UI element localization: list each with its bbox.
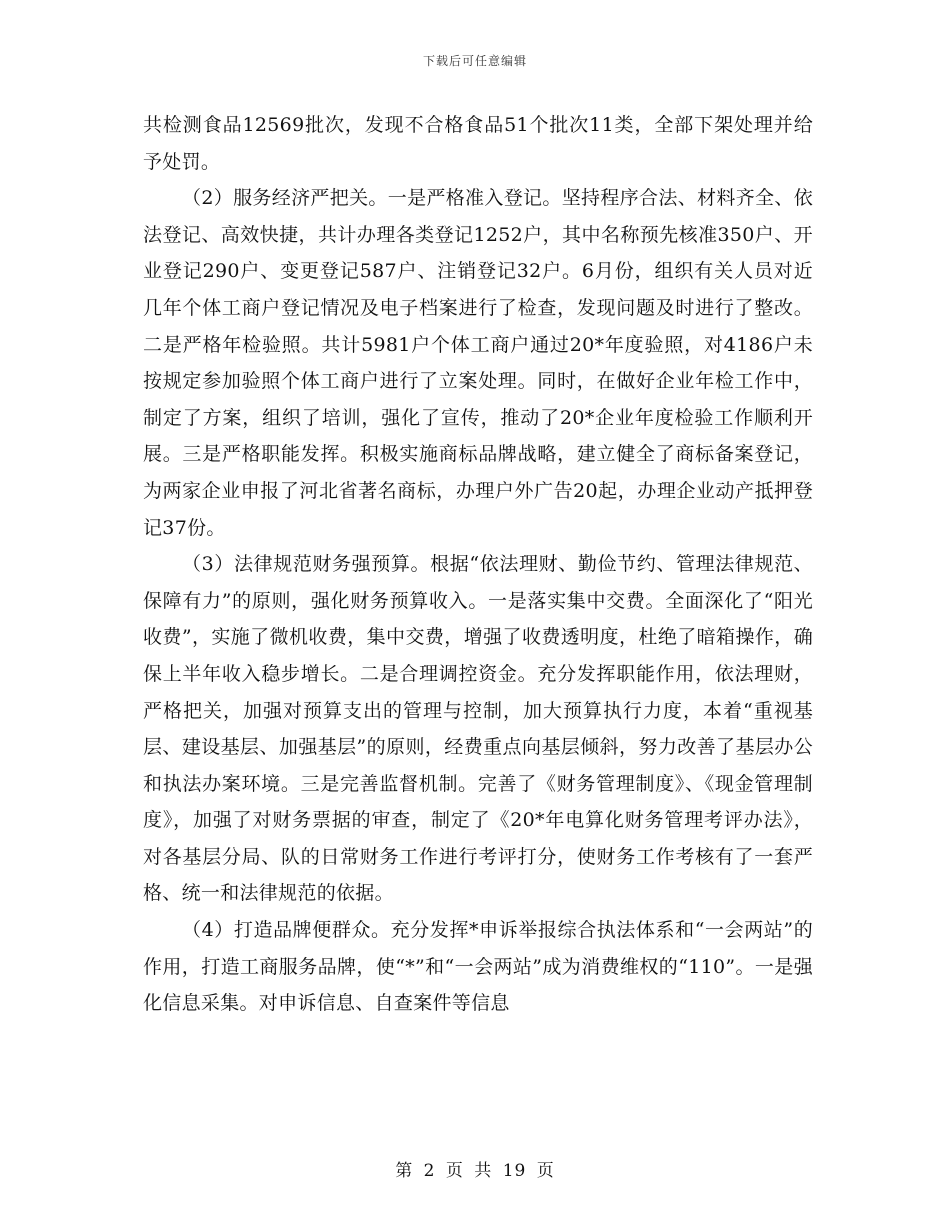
paragraph-service-economy: （2）服务经济严把关。一是严格准入登记。坚持程序合法、材料齐全、依法登记、高效快捷，共计办理各类登记1252户，其中名称预先核准350户、开业登记290户、变更登记587户、注销登记32户。6月份，组织有关人员对近几年个体工商户登记情况及电子档案进行了检查，发现问题及时进行了整改。二是严格年检验照。共计5981户个体工商户通过20*年度验照，对4186户未按规定参加验照个体工商户进行了立案处理。同时，在做好企业年检工作中，制定了方案，组织了培训，强化了宣传，推动了20*企业年度检验工作顺利开展。三是严格职能发挥。积极实施商标品牌战略，建立健全了商标备案登记，为两家企业申报了河北省著名商标，办理户外广告20起，办理企业动产抵押登记37份。 xyxy=(143,187,813,539)
page-number: 第 2 页 共 19 页 xyxy=(395,1161,555,1181)
page-header-note: 下载后可任意编辑 xyxy=(422,54,527,68)
paragraph-finance-budget: （3）法律规范财务强预算。根据“依法理财、勤俭节约、管理法律规范、保障有力”的原则，强化财务预算收入。一是落实集中交费。全面深化了“阳光收费”，实施了微机收费，集中交费，增强了收费透明度，杜绝了暗箱操作，确保上半年收入稳步增长。二是合理调控资金。充分发挥职能作用，依法理财，严格把关，加强对预算支出的管理与控制，加大预算执行力度，本着“重视基层、建设基层、加强基层”的原则，经费重点向基层倾斜，努力改善了基层办公和执法办案环境。三是完善监督机制。完善了《财务管理制度》、《现金管理制度》，加强了对财务票据的审查，制定了《20*年电算化财务管理考评办法》，对各基层分局、队的日常财务工作进行考评打分，使财务工作考核有了一套严格、统一和法律规范的依据。 xyxy=(143,553,813,905)
paragraph-continuation: 共检测食品12569批次，发现不合格食品51个批次11类，全部下架处理并给予处罚。 xyxy=(143,114,813,173)
paragraph-brand-service: （4）打造品牌便群众。充分发挥*申诉举报综合执法体系和“一会两站”的作用，打造工商服务品牌，使“*”和“一会两站”成为消费维权的“110”。一是强化信息采集。对申诉信息、自查案件等信息 xyxy=(143,919,813,1015)
document-body xyxy=(143,107,813,1022)
